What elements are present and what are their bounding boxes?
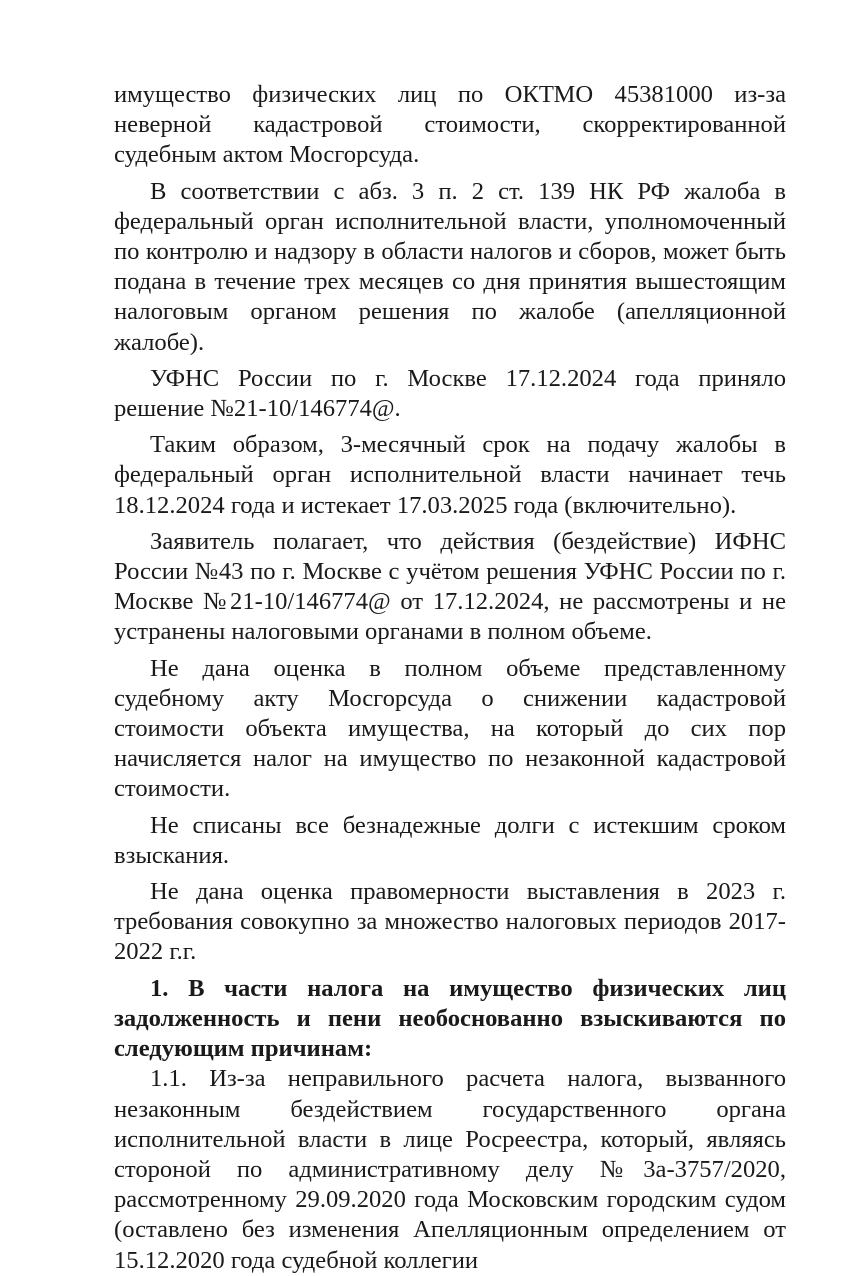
paragraph-calculation-error: 1.1. Из-за неправильного расчета налога, вызванного незаконным бездействием государственного органа исполнительной власти в лице Росреестра, который, являясь стороной по административному делу №3а-3757/2020, рассмотренному 29.09.2020 года Московским городским судом (оставлено без изменения Апелляционным определением от 15.12.2020 года судебной коллегии — [114, 1065, 786, 1274]
paragraph-applicant-position: Заявитель полагает, что действия (бездействие) ИФНС России №43 по г. Москве с учётом решения УФНС России по г. Москве №21-10/146774@ от 17.12.2024, не рассмотрены и не устранены налоговыми органами в полном объеме. — [114, 527, 786, 646]
document-page — [114, 80, 786, 1276]
paragraph-ufns-decision: УФНС России по г. Москве 17.12.2024 года приняло решение №21-10/146774@. — [114, 364, 786, 423]
paragraph-deadline: Таким образом, 3-месячный срок на подачу жалобы в федеральный орган исполнительной власти начинает течь 18.12.2024 года и истекает 17.03.2025 года (включительно). — [114, 431, 786, 519]
paragraph-tax-object: имущество физических лиц по ОКТМО 45381000 из-за неверной кадастровой стоимости, скорректированной судебным актом Мосгорсуда. — [114, 81, 786, 169]
paragraph-court-act: Не дана оценка в полном объеме представленному судебному акту Мосгорсуда о снижении кадастровой стоимости объекта имущества, на который до сих пор начисляется налог на имущество по незаконной кадастровой стоимости. — [114, 654, 786, 803]
paragraph-appeal-right: В соответствии с абз. 3 п. 2 ст. 139 НК РФ жалоба в федеральный орган исполнительной власти, уполномоченный по контролю и надзору в области налогов и сборов, может быть подана в течение трех месяцев со дня принятия вышестоящим налоговым органом решения по жалобе (апелляционной жалобе). — [114, 177, 786, 356]
paragraph-bad-debts: Не списаны все безнадежные долги с истекшим сроком взыскания. — [114, 811, 786, 869]
paragraph-demand-legality: Не дана оценка правомерности выставления в 2023 г. требования совокупно за множество налоговых периодов 2017-2022 г.г. — [114, 878, 786, 966]
section-heading-property-tax: 1. В части налога на имущество физических лиц задолженность и пени необоснованно взыскиваются по следующим причинам: — [114, 974, 786, 1063]
